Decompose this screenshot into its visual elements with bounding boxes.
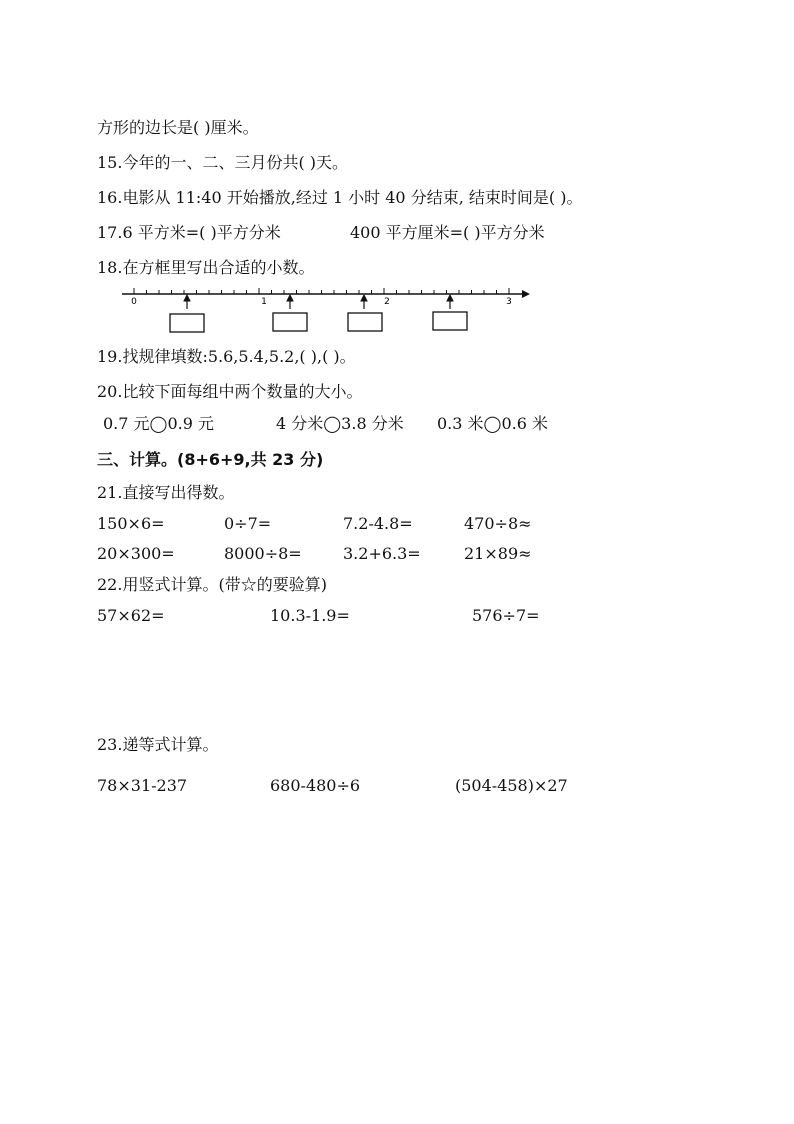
- tick-label-0: 0: [131, 297, 137, 307]
- q21-item: 3.2+6.3=: [343, 544, 421, 563]
- arrow-3: [361, 295, 367, 309]
- question-21: 21.直接写出得数。: [97, 483, 235, 502]
- question-22: 22.用竖式计算。(带☆的要验算): [97, 575, 327, 594]
- q21-item: 20×300=: [97, 544, 175, 563]
- compare-item-1: 0.7 元◯0.9 元: [103, 414, 214, 433]
- answer-box-3: [348, 313, 382, 331]
- q23-item: (504-458)×27: [455, 776, 568, 795]
- tick-label-1: 1: [261, 297, 267, 307]
- q21-item: 0÷7=: [224, 514, 272, 533]
- question-23: 23.递等式计算。: [97, 735, 219, 754]
- arrow-4: [447, 295, 453, 309]
- compare-item-2: 4 分米◯3.8 分米: [276, 414, 404, 433]
- question-18: 18.在方框里写出合适的小数。: [97, 258, 315, 277]
- question-19: 19.找规律填数:5.6,5.4,5.2,( ),( )。: [97, 347, 356, 366]
- answer-box-4: [433, 312, 467, 330]
- q21-item: 470÷8≈: [464, 514, 532, 533]
- question-20: 20.比较下面每组中两个数量的大小。: [97, 382, 363, 401]
- q23-item: 78×31-237: [97, 776, 188, 795]
- question-16: 16.电影从 11:40 开始播放,经过 1 小时 40 分结束, 结束时间是( )。: [97, 188, 583, 207]
- answer-box-1: [170, 314, 204, 332]
- question-17-part-a: 17.6 平方米=( )平方分米: [97, 223, 281, 242]
- section-3-heading: 三、计算。(8+6+9,共 23 分): [97, 450, 324, 469]
- q22-item: 57×62=: [97, 606, 165, 625]
- q22-item: 576÷7=: [472, 606, 540, 625]
- answer-box-2: [273, 313, 307, 331]
- q21-item: 8000÷8=: [224, 544, 302, 563]
- arrow-2: [287, 295, 293, 309]
- q21-item: 7.2-4.8=: [343, 514, 413, 533]
- q21-item: 150×6=: [97, 514, 165, 533]
- q21-item: 21×89≈: [464, 544, 532, 563]
- question-15: 15.今年的一、二、三月份共( )天。: [97, 153, 349, 172]
- compare-item-3: 0.3 米◯0.6 米: [437, 414, 548, 433]
- question-14-continuation: 方形的边长是( )厘米。: [97, 118, 259, 137]
- tick-label-2: 2: [384, 297, 390, 307]
- number-line: [118, 285, 534, 337]
- arrow-1: [184, 295, 190, 309]
- q22-item: 10.3-1.9=: [270, 606, 350, 625]
- q23-item: 680-480÷6: [270, 776, 361, 795]
- tick-label-3: 3: [506, 297, 512, 307]
- question-17-part-b: 400 平方厘米=( )平方分米: [350, 223, 545, 242]
